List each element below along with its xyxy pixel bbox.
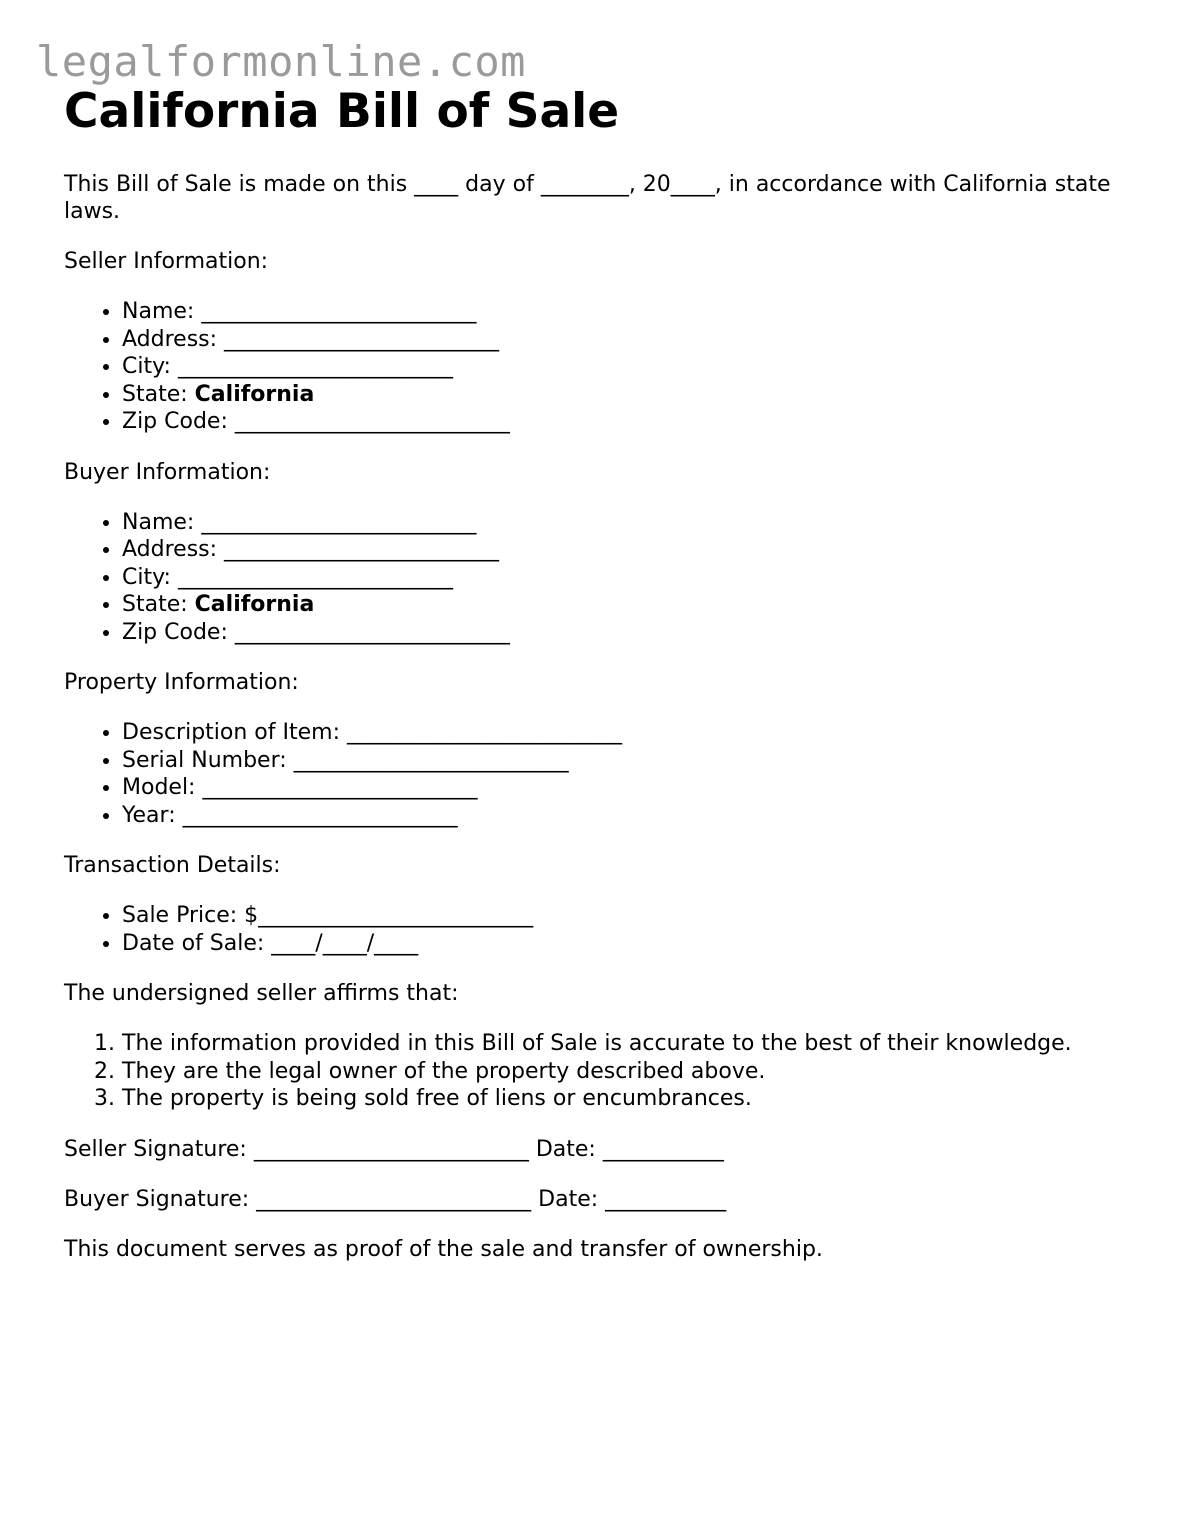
document xyxy=(64,84,1154,1263)
seller-list xyxy=(64,298,1154,436)
field-label: State: xyxy=(122,381,188,407)
property-description-field xyxy=(122,719,1154,747)
seller-heading: Seller Information: xyxy=(64,249,269,274)
affirmation-list xyxy=(64,1030,1154,1113)
field-label: Name: xyxy=(122,509,195,535)
property-heading: Property Information: xyxy=(64,670,299,695)
seller-city-field xyxy=(122,353,1154,381)
buyer-city-field xyxy=(122,564,1154,592)
affirmation-item: 1. The information provided in this Bill of Sale is accurate to the best of their knowledge. xyxy=(122,1030,1154,1058)
buyer-zip-field xyxy=(122,619,1154,647)
seller-signature-line: Seller Signature: _________________________ Date: ___________ xyxy=(64,1136,724,1162)
blank-line: _________________________ xyxy=(201,509,477,535)
field-label: Zip Code: xyxy=(122,619,228,645)
blank-line: _________________________ xyxy=(177,564,453,590)
blank-line: _________________________ xyxy=(346,720,622,745)
blank-line: ____/____/____ xyxy=(271,930,419,956)
blank-line: _________________________ xyxy=(224,326,500,352)
field-label: Date of Sale: xyxy=(122,930,265,956)
transaction-list xyxy=(64,902,1154,957)
field-label: Model: xyxy=(122,775,196,800)
field-label: Year: xyxy=(122,802,176,828)
field-label: Description of Item: xyxy=(122,720,340,745)
field-label: Sale Price: xyxy=(122,903,238,928)
blank-line: _________________________ xyxy=(234,619,510,645)
watermark: legalformonline.com xyxy=(36,37,526,86)
field-label: City: xyxy=(122,564,171,590)
field-label: Serial Number: xyxy=(122,747,287,773)
field-label: Name: xyxy=(122,299,195,324)
seller-address-field xyxy=(122,326,1154,354)
sale-date-field xyxy=(122,930,1154,958)
state-value: California xyxy=(194,381,315,407)
seller-zip-field xyxy=(122,408,1154,436)
affirmation-item: 3. The property is being sold free of liens or encumbrances. xyxy=(122,1085,1154,1113)
intro-paragraph: This Bill of Sale is made on this ____ day of ________, 20____, in accordance with California state laws. xyxy=(64,172,1111,224)
field-label: City: xyxy=(122,354,171,379)
closing-statement: This document serves as proof of the sale and transfer of ownership. xyxy=(64,1236,823,1262)
blank-line: _________________________ xyxy=(224,537,500,562)
field-label: Address: xyxy=(122,537,218,562)
page-title: California Bill of Sale xyxy=(64,84,620,139)
blank-line: _________________________ xyxy=(234,409,510,434)
state-value: California xyxy=(194,592,315,617)
seller-state-field xyxy=(122,381,1154,409)
buyer-list xyxy=(64,509,1154,647)
buyer-signature-line: Buyer Signature: _________________________ Date: ___________ xyxy=(64,1186,727,1212)
field-label: Address: xyxy=(122,326,218,352)
buyer-address-field xyxy=(122,536,1154,564)
buyer-name-field xyxy=(122,509,1154,537)
property-year-field xyxy=(122,802,1154,830)
sale-price-field xyxy=(122,902,1154,930)
affirmation-heading: The undersigned seller affirms that: xyxy=(64,981,459,1006)
blank-line: _________________________ xyxy=(182,802,458,828)
blank-line: _________________________ xyxy=(201,299,477,324)
blank-line: _________________________ xyxy=(177,354,453,379)
buyer-heading: Buyer Information: xyxy=(64,459,271,485)
property-model-field xyxy=(122,774,1154,802)
property-serial-field xyxy=(122,747,1154,775)
buyer-state-field xyxy=(122,591,1154,619)
field-label: State: xyxy=(122,592,188,617)
field-label: Zip Code: xyxy=(122,409,228,434)
property-list xyxy=(64,719,1154,829)
blank-line: _________________________ xyxy=(293,747,569,773)
seller-name-field xyxy=(122,298,1154,326)
blank-line: $_________________________ xyxy=(244,903,534,928)
transaction-heading: Transaction Details: xyxy=(64,853,281,878)
blank-line: _________________________ xyxy=(202,775,478,800)
affirmation-item: 2. They are the legal owner of the property described above. xyxy=(122,1058,1154,1086)
